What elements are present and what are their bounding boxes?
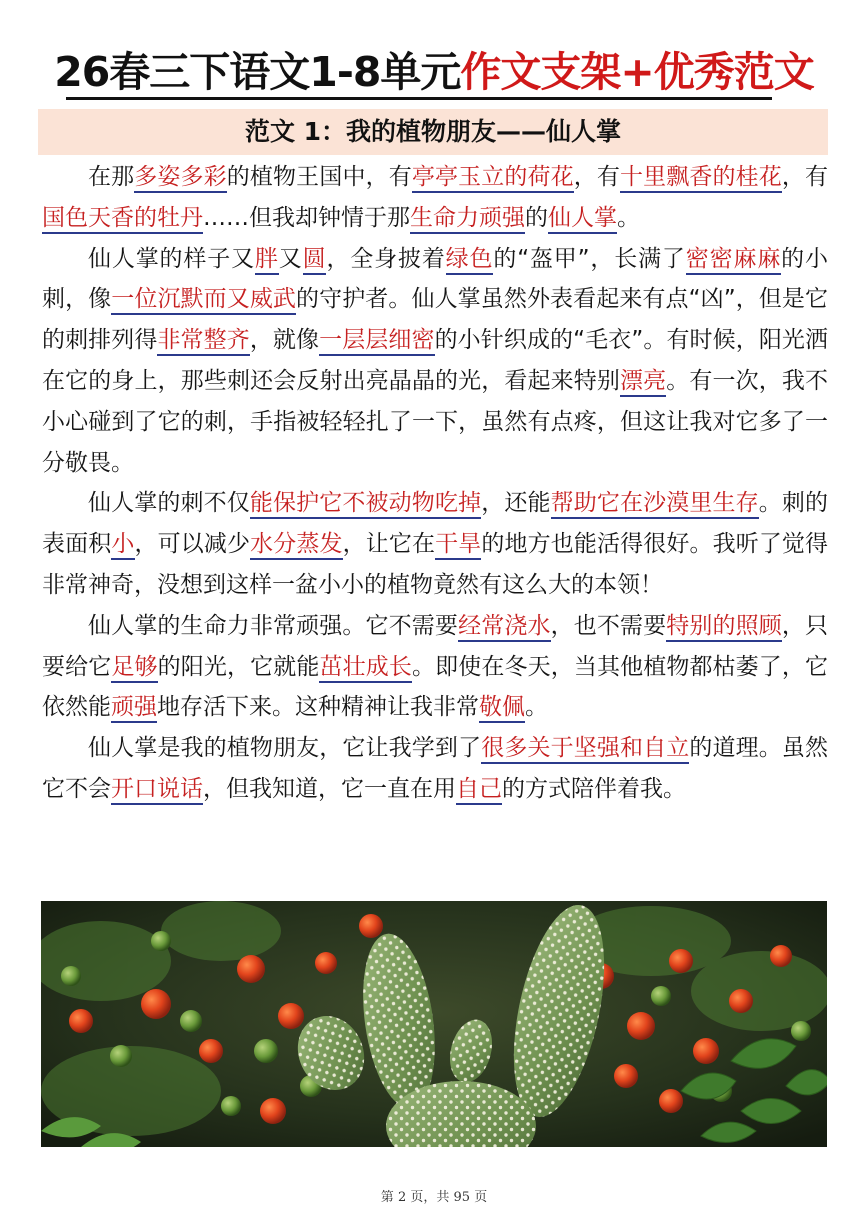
highlighted-phrase: 十里飘香的桂花 bbox=[620, 164, 782, 193]
title-part-red: 作文支架+优秀范文 bbox=[460, 48, 814, 96]
highlighted-phrase: 仙人掌 bbox=[548, 205, 617, 234]
page-title bbox=[0, 44, 868, 100]
highlighted-phrase: 特别的照顾 bbox=[666, 613, 782, 642]
text-run: 。刺的表面积 bbox=[42, 490, 829, 558]
highlighted-phrase: 一层层细密 bbox=[319, 327, 434, 356]
essay-paragraph bbox=[42, 157, 828, 239]
text-run: 的小刺，像 bbox=[42, 245, 828, 313]
highlighted-phrase: 亭亭玉立的荷花 bbox=[412, 164, 574, 193]
text-run: 仙人掌的生命力非常顽强。它不需要 bbox=[88, 612, 459, 639]
text-run: 的守护者。仙人掌虽然外表看起来有点“凶”，但是它的刺排列得 bbox=[42, 286, 828, 354]
highlighted-phrase: 国色天香的牡丹 bbox=[42, 205, 203, 234]
essay-paragraph bbox=[42, 239, 828, 484]
text-run: 的植物王国中，有 bbox=[226, 164, 412, 190]
text-run: 仙人掌是我的植物朋友，它让我学到了 bbox=[88, 735, 482, 762]
highlighted-phrase: 非常整齐 bbox=[157, 327, 249, 356]
title-part-black: 26春三下语文1-8单元 bbox=[54, 48, 461, 96]
text-run: 的 bbox=[525, 204, 548, 231]
highlighted-phrase: 水分蒸发 bbox=[250, 531, 343, 560]
text-run: ，让它在 bbox=[342, 531, 436, 558]
text-run: 的道理。虽然它不会 bbox=[42, 735, 829, 802]
text-run: 。 bbox=[525, 694, 548, 721]
text-run: ，有 bbox=[781, 164, 829, 190]
text-run: 。 bbox=[617, 204, 640, 231]
essay-paragraph bbox=[42, 483, 828, 605]
highlighted-phrase: 胖 bbox=[255, 246, 279, 275]
cactus-photo bbox=[41, 901, 827, 1147]
text-run: 地存活下来。这种精神让我非常 bbox=[157, 694, 479, 721]
highlighted-phrase: 自己 bbox=[456, 776, 502, 805]
highlighted-phrase: 一位沉默而又威武 bbox=[111, 286, 296, 315]
text-run: 仙人掌的刺不仅 bbox=[88, 490, 250, 517]
text-run: 的“盔甲”，长满了 bbox=[493, 245, 686, 272]
text-run: ，就像 bbox=[249, 327, 320, 354]
text-run: ，全身披着 bbox=[326, 245, 446, 272]
highlighted-phrase: 绿色 bbox=[446, 246, 494, 275]
essay-paragraph bbox=[42, 606, 828, 728]
highlighted-phrase: 开口说话 bbox=[111, 776, 203, 805]
text-run: ，也不需要 bbox=[550, 612, 667, 639]
highlighted-phrase: 密密麻麻 bbox=[686, 246, 781, 275]
highlighted-phrase: 很多关于坚强和自立 bbox=[481, 735, 689, 764]
highlighted-phrase: 生命力顽强 bbox=[410, 205, 525, 234]
footer-total-pages: 95 bbox=[453, 1190, 471, 1205]
text-run: 。即使在冬天，当其他植物都枯萎了，它依然能 bbox=[42, 653, 829, 721]
highlighted-phrase: 圆 bbox=[303, 246, 327, 275]
text-run: ，有 bbox=[573, 164, 621, 190]
text-run: ，只要给它 bbox=[42, 612, 829, 680]
footer-prefix: 第 bbox=[380, 1190, 394, 1205]
footer-middle: 页，共 bbox=[410, 1190, 450, 1205]
highlighted-phrase: 漂亮 bbox=[620, 368, 666, 397]
text-run: 的方式陪伴着我。 bbox=[502, 775, 686, 802]
highlighted-phrase: 经常浇水 bbox=[458, 613, 551, 642]
page-footer bbox=[0, 1186, 868, 1205]
text-run: ，可以减少 bbox=[134, 531, 251, 558]
highlighted-phrase: 小 bbox=[111, 531, 134, 560]
text-run: 的地方也能活得很好。我听了觉得非常神奇，没想到这样一盆小小的植物竟然有这么大的本领！ bbox=[42, 531, 829, 598]
text-run: 仙人掌的样子又 bbox=[88, 245, 255, 272]
text-run: 的小针织成的“毛衣”。有时候，阳光洒在它的身上，那些刺还会反射出亮晶晶的光，看起来特别 bbox=[42, 327, 829, 394]
text-run: ……但我却钟情于那 bbox=[203, 204, 410, 231]
essay-body bbox=[42, 157, 828, 810]
title-underline bbox=[66, 97, 772, 100]
text-run: ，还能 bbox=[481, 490, 551, 517]
highlighted-phrase: 能保护它不被动物吃掉 bbox=[250, 490, 481, 519]
footer-page-number: 2 bbox=[397, 1190, 407, 1205]
text-run: 的阳光，它就能 bbox=[157, 653, 320, 680]
text-run: 又 bbox=[278, 245, 303, 272]
footer-suffix: 页 bbox=[474, 1190, 488, 1205]
text-run: ，但我知道，它一直在用 bbox=[203, 775, 456, 802]
text-run: 。有一次，我不小心碰到了它的刺，手指被轻轻扎了一下，虽然有点疼，但这让我对它多了一分敬畏。 bbox=[42, 367, 829, 476]
text-run: 在那 bbox=[88, 164, 135, 190]
essay-heading: 范文 1：我的植物朋友——仙人掌 bbox=[38, 109, 828, 155]
highlighted-phrase: 多姿多彩 bbox=[134, 164, 227, 193]
highlighted-phrase: 帮助它在沙漠里生存 bbox=[551, 490, 759, 519]
highlighted-phrase: 足够 bbox=[111, 654, 157, 683]
essay-paragraph bbox=[42, 728, 828, 810]
highlighted-phrase: 顽强 bbox=[111, 694, 157, 723]
highlighted-phrase: 敬佩 bbox=[479, 694, 525, 723]
highlighted-phrase: 茁壮成长 bbox=[319, 654, 412, 683]
highlighted-phrase: 干旱 bbox=[435, 531, 481, 560]
